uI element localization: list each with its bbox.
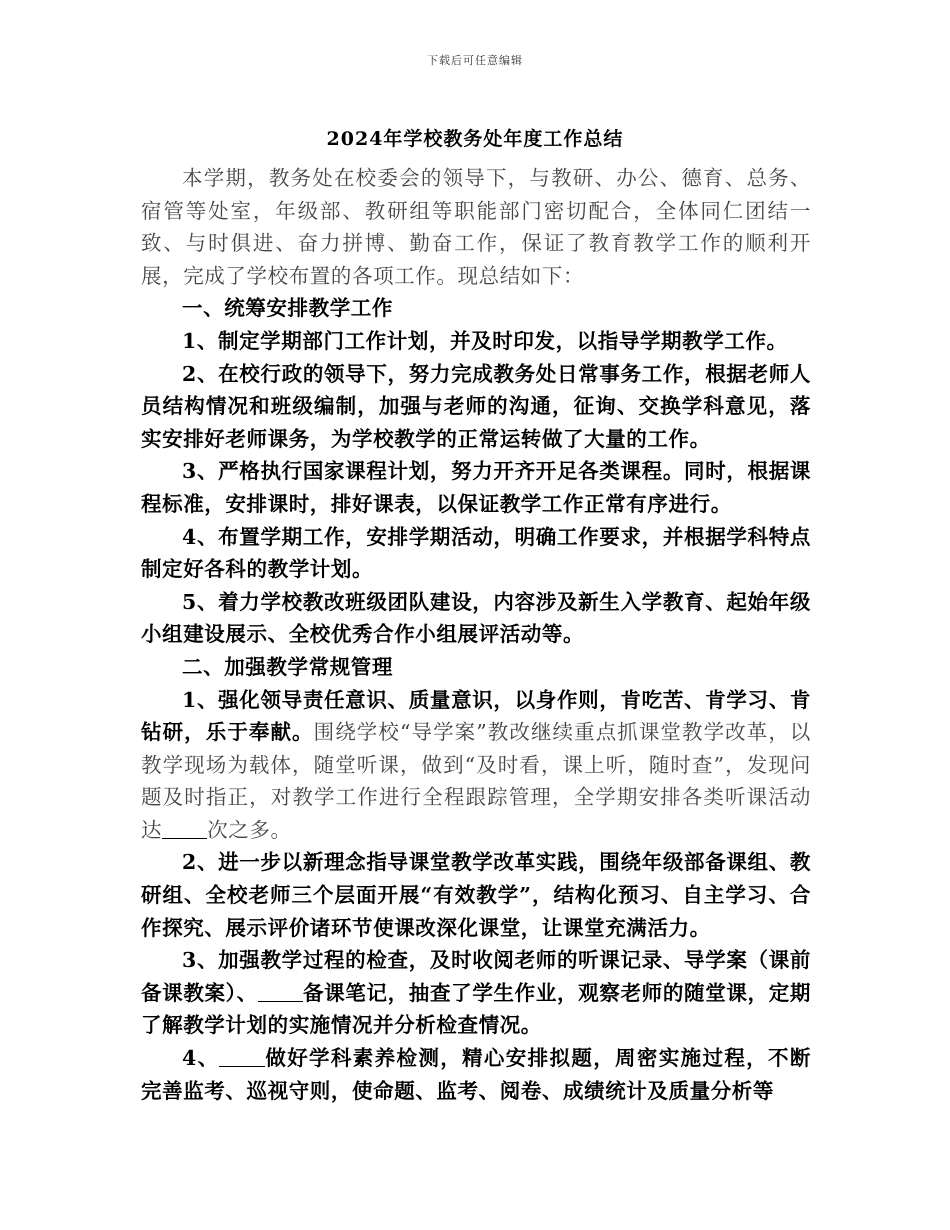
item-1-4 bbox=[141, 521, 811, 586]
item-1-5-text: 5、着力学校教改班级团队建设，内容涉及新生入学教育、起始年级小组建设展示、全校优秀合作小组展评活动等。 bbox=[141, 589, 811, 647]
item-1-3 bbox=[141, 455, 811, 520]
item-2-4 bbox=[141, 1042, 811, 1107]
item-1-5 bbox=[141, 586, 811, 651]
item-2-1-light-tail: 次之多。 bbox=[207, 817, 292, 842]
section-heading-1-text: 一、统筹安排教学工作 bbox=[182, 296, 393, 321]
section-heading-1 bbox=[141, 292, 811, 325]
item-2-1-bold-text: 1、强化领导责任意识、质量意识，以身作则，肯吃苦、肯学习、肯钻研，乐于奉献。 bbox=[141, 687, 811, 745]
item-1-1-text: 1、制定学期部门工作计划，并及时印发，以指导学期教学工作。 bbox=[182, 328, 788, 353]
item-1-4-text: 4、布置学期工作，安排学期活动，明确工作要求，并根据学科特点制定好各科的教学计划。 bbox=[141, 524, 811, 582]
item-1-3-text: 3、严格执行国家课程计划，努力开齐开足各类课程。同时，根据课程标准，安排课时，排好课表，以保证教学工作正常有序进行。 bbox=[141, 459, 811, 516]
item-2-1-light-text: 围绕学校“导学案”教改继续重点抓课堂教学改革，以教学现场为载体，随堂听课，做到“及时看，课上听，随时查”，发现问题及时指正，对教学工作进行全程跟踪管理，全学期安排各类听课活动达 bbox=[141, 720, 812, 842]
item-2-3-text-a: 3、加强教学过程的检查，及时收阅老师的听课记录、导学案（课前备课教案）、 bbox=[141, 948, 811, 1005]
item-1-1 bbox=[141, 325, 811, 358]
document-title: 2024年学校教务处年度工作总结 bbox=[326, 128, 624, 150]
item-2-4-text-a: 4、 bbox=[182, 1046, 220, 1071]
fill-in-blank bbox=[258, 980, 303, 1002]
item-2-2-text: 2、进一步以新理念指导课堂教学改革实践，围绕年级部备课组、教研组、全校老师三个层面开展“有效教学”，结构化预习、自主学习、合作探究、展示评价诸环节使课改深化课堂，让课堂充满活力。 bbox=[141, 850, 811, 940]
item-2-1 bbox=[141, 684, 811, 847]
section-heading-2-text: 二、加强教学常规管理 bbox=[182, 654, 393, 679]
document-body bbox=[141, 162, 811, 1107]
item-2-3 bbox=[141, 944, 811, 1042]
item-1-2 bbox=[141, 358, 811, 456]
fill-in-blank bbox=[219, 1046, 264, 1068]
intro-text: 本学期，教务处在校委会的领导下，与教研、办公、德育、总务、宿管等处室，年级部、教研组等职能部门密切配合，全体同仁团结一致、与时俱进、奋力拼博、勤奋工作，保证了教育教学工作的顺利开展，完成了学校布置的各项工作。现总结如下： bbox=[141, 166, 811, 288]
section-heading-2 bbox=[141, 651, 811, 684]
fill-in-blank bbox=[162, 817, 207, 839]
item-2-2 bbox=[141, 846, 811, 944]
header-note: 下载后可任意编辑 bbox=[427, 54, 523, 67]
item-1-2-text: 2、在校行政的领导下，努力完成教务处日常事务工作，根据老师人员结构情况和班级编制，加强与老师的沟通，征询、交换学科意见，落实安排好老师课务，为学校教学的正常运转做了大量的工作。 bbox=[141, 361, 811, 451]
intro-paragraph bbox=[141, 162, 811, 292]
item-2-4-text-b: 做好学科素养检测，精心安排拟题，周密实施过程，不断完善监考、巡视守则，使命题、监考、阅卷、成绩统计及质量分析等 bbox=[141, 1046, 811, 1103]
item-2-3-text-b: 备课笔记，抽查了学生作业，观察老师的随堂课，定期了解教学计划的实施情况并分析检查情况。 bbox=[141, 980, 811, 1038]
